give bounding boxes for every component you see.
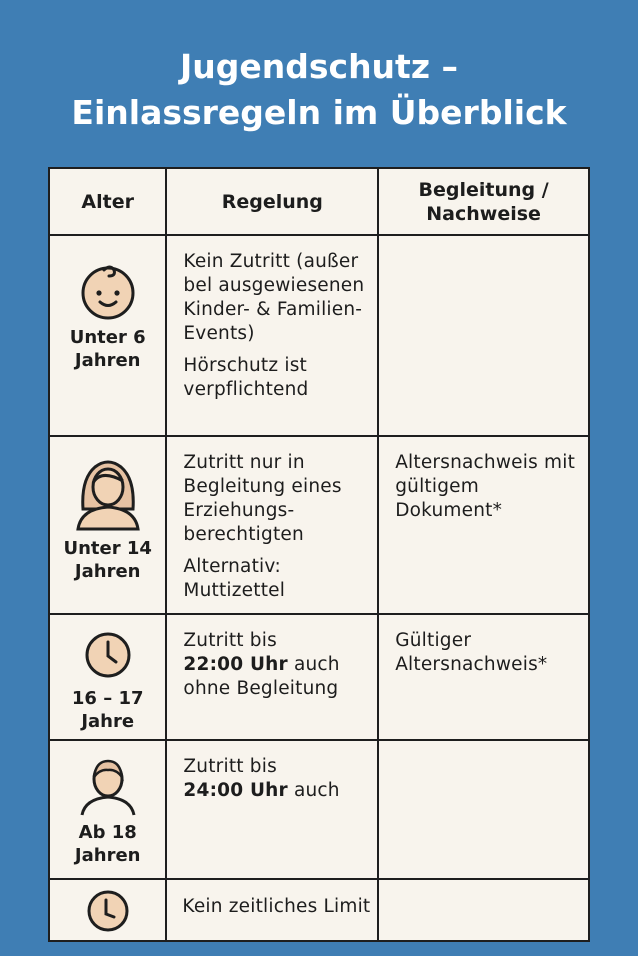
age-cell bbox=[49, 235, 166, 436]
rule-cell bbox=[166, 614, 378, 740]
rules-table bbox=[48, 167, 590, 942]
age-label: 16 – 17 Jahre bbox=[71, 688, 144, 732]
header-proof: Begleitung / Nachweise bbox=[378, 168, 589, 235]
rule-cell bbox=[166, 740, 378, 879]
clock-icon bbox=[82, 629, 134, 681]
table-row bbox=[49, 614, 589, 740]
age-cell bbox=[49, 436, 166, 614]
rule-text: Zutritt bis 22:00 Uhr auch ohne Begleitung bbox=[183, 630, 340, 699]
age-cell bbox=[49, 740, 166, 879]
title-line-2: Einlassregeln im Überblick bbox=[71, 93, 567, 132]
proof-cell: Gültiger Altersnachweis* bbox=[378, 614, 589, 740]
proof-cell bbox=[378, 235, 589, 436]
header-age: Alter bbox=[49, 168, 166, 235]
rule-text: Kein zeitliches Limit bbox=[182, 896, 371, 917]
clock-icon bbox=[85, 888, 131, 934]
proof-cell bbox=[378, 879, 589, 941]
rule-cell bbox=[166, 879, 378, 941]
woman-icon bbox=[73, 451, 143, 531]
proof-cell bbox=[378, 740, 589, 879]
rule-cell bbox=[166, 436, 378, 614]
baby-face-icon bbox=[73, 256, 143, 326]
age-label: Unter 6 Jahren bbox=[69, 327, 146, 371]
age-cell bbox=[49, 879, 166, 941]
table-row bbox=[49, 740, 589, 879]
age-cell bbox=[49, 614, 166, 740]
header-rule: Regelung bbox=[166, 168, 378, 235]
rule-text-secondary: Hörschutz ist verpflichtend bbox=[183, 355, 309, 400]
person-icon bbox=[78, 753, 138, 817]
table-header-row bbox=[49, 168, 589, 235]
rule-text: Zutritt nur in Begleitung eines Erziehungs-berechtigten bbox=[183, 452, 342, 545]
age-label: Unter 14 Jahren bbox=[63, 538, 152, 582]
rule-text-secondary: Alternativ: Muttizettel bbox=[183, 556, 286, 601]
rule-cell bbox=[166, 235, 378, 436]
proof-cell: Altersnachweis mit gültigem Dokument* bbox=[378, 436, 589, 614]
title-line-1: Jugendschutz – bbox=[179, 47, 459, 86]
table-row bbox=[49, 235, 589, 436]
rule-text: Zutritt bis 24:00 Uhr auch bbox=[183, 756, 340, 801]
age-label: Ab 18 Jahren bbox=[74, 822, 141, 866]
table-row bbox=[49, 436, 589, 614]
page-title bbox=[0, 44, 638, 136]
table-row bbox=[49, 879, 589, 941]
rule-text: Kein Zutritt (außer bel ausgewiesenen Kinder- & Familien-Events) bbox=[183, 251, 365, 344]
